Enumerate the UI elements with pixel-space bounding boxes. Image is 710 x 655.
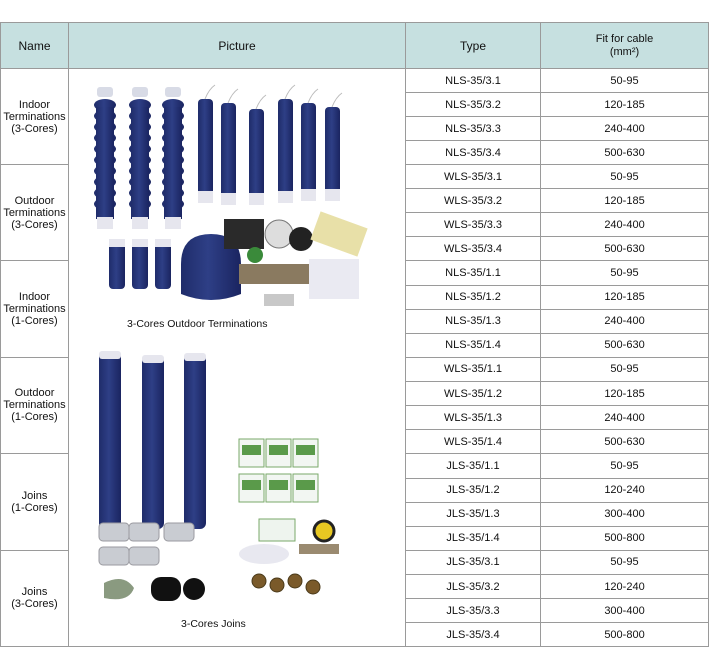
accessories-photo [224,211,368,306]
long-joint-tube-photo [99,351,121,529]
green-box-photo [239,439,264,467]
fit-cell: 300-400 [541,502,709,526]
slim-termination-photo [301,89,318,201]
group-name-cell [1,454,69,550]
type-cell: WLS-35/1.4 [406,430,541,454]
gloves-photo [239,544,289,564]
group-name-cell [1,357,69,453]
group-name-line: Terminations [3,399,66,412]
slim-termination-photo [278,85,295,203]
type-cell: NLS-35/1.2 [406,285,541,309]
type-cell: WLS-35/1.2 [406,382,541,406]
type-cell: JLS-35/1.3 [406,502,541,526]
group-name-line: Terminations [3,206,66,219]
fit-cell: 50-95 [541,550,709,574]
group-name-line: Terminations [3,110,66,123]
table-row [1,69,709,93]
skirted-termination-photo [94,87,116,229]
fit-cell: 240-400 [541,117,709,141]
spec-table [0,22,709,647]
product-illustration [69,69,406,646]
fit-cell: 120-185 [541,382,709,406]
slim-termination-photo [325,93,342,201]
long-joint-tube-photo [184,353,206,529]
fit-cell: 50-95 [541,261,709,285]
green-box-photo [293,439,318,467]
top-picture-caption: 3-Cores Outdoor Terminations [127,318,268,330]
spec-table-wrapper [0,22,710,647]
group-name-cell [1,261,69,357]
fit-cell: 50-95 [541,69,709,93]
type-cell: WLS-35/1.1 [406,357,541,381]
slim-termination-photo [221,89,238,205]
type-cell: NLS-35/3.1 [406,69,541,93]
copper-rings-photo [252,574,320,594]
type-cell: JLS-35/3.1 [406,550,541,574]
group-name-line: (1-Cores) [11,411,58,424]
type-cell: NLS-35/1.3 [406,309,541,333]
header-row [1,23,709,69]
group-name-line: Terminations [3,303,66,316]
group-name-cell [1,69,69,165]
fit-cell: 240-400 [541,309,709,333]
type-cell: NLS-35/1.1 [406,261,541,285]
type-cell: WLS-35/1.3 [406,406,541,430]
type-cell: JLS-35/1.1 [406,454,541,478]
group-name-cell [1,165,69,261]
skirted-termination-photo [129,87,151,229]
header-fit-for-cable [541,23,709,69]
spec-table-body [1,69,709,647]
braid-photo [299,544,339,554]
type-cell: JLS-35/3.3 [406,599,541,623]
fit-cell: 120-185 [541,189,709,213]
skirted-termination-photo [162,87,184,229]
header-picture: Picture [69,23,406,69]
foil-packs-photo [99,523,194,565]
bottom-picture-caption: 3-Cores Joins [181,618,246,630]
group-name-line: Joins [21,489,48,502]
header-type: Type [406,23,541,69]
group-name-line: (3-Cores) [11,122,58,135]
fit-cell: 500-800 [541,526,709,550]
group-name-line: (1-Cores) [11,315,58,328]
fit-cell: 120-185 [541,285,709,309]
fit-cell: 500-630 [541,141,709,165]
product-photos [69,69,406,646]
fit-cell: 50-95 [541,165,709,189]
fit-cell: 240-400 [541,406,709,430]
type-cell: WLS-35/3.3 [406,213,541,237]
fit-cell: 240-400 [541,213,709,237]
picture-cell [69,69,406,647]
fit-cell: 500-630 [541,237,709,261]
type-cell: WLS-35/3.1 [406,165,541,189]
fit-cell: 500-800 [541,623,709,647]
type-cell: NLS-35/3.2 [406,93,541,117]
type-cell: JLS-35/3.4 [406,623,541,647]
type-cell: NLS-35/3.3 [406,117,541,141]
fit-cell: 500-630 [541,430,709,454]
type-cell: NLS-35/1.4 [406,333,541,357]
kit-box-photo [259,519,295,541]
fit-cell: 120-240 [541,575,709,599]
black-tape-roll-photo [183,578,205,600]
fit-cell: 500-630 [541,333,709,357]
type-cell: WLS-35/3.4 [406,237,541,261]
header-name: Name [1,23,69,69]
green-box-photo [266,474,291,502]
group-name-line: (3-Cores) [11,218,58,231]
tape-roll-photo [314,521,334,541]
type-cell: JLS-35/1.2 [406,478,541,502]
slim-termination-photo [198,85,215,203]
green-box-photo [293,474,318,502]
type-cell: JLS-35/3.2 [406,575,541,599]
fit-cell: 300-400 [541,599,709,623]
group-name-line: Joins [21,586,48,599]
header-fit-line1: Fit for cable [595,32,654,45]
group-name-line: (1-Cores) [11,501,58,514]
group-name-line: (3-Cores) [11,598,58,611]
group-name-line: Outdoor [14,387,55,400]
long-joint-tube-photo [142,355,164,529]
mastic-photo [104,579,134,599]
type-cell: JLS-35/1.4 [406,526,541,550]
slim-termination-photo [249,95,266,205]
fit-cell: 50-95 [541,454,709,478]
header-fit-line2: (mm²) [609,45,640,58]
group-name-line: Indoor [18,291,51,304]
green-box-photo [239,474,264,502]
group-name-line: Indoor [18,98,51,111]
group-name-line: Outdoor [14,194,55,207]
type-cell: WLS-35/3.2 [406,189,541,213]
fit-cell: 120-185 [541,93,709,117]
group-name-cell [1,550,69,646]
fit-cell: 120-240 [541,478,709,502]
type-cell: NLS-35/3.4 [406,141,541,165]
fit-cell: 50-95 [541,357,709,381]
green-box-photo [266,439,291,467]
black-tape-photo [151,577,181,601]
